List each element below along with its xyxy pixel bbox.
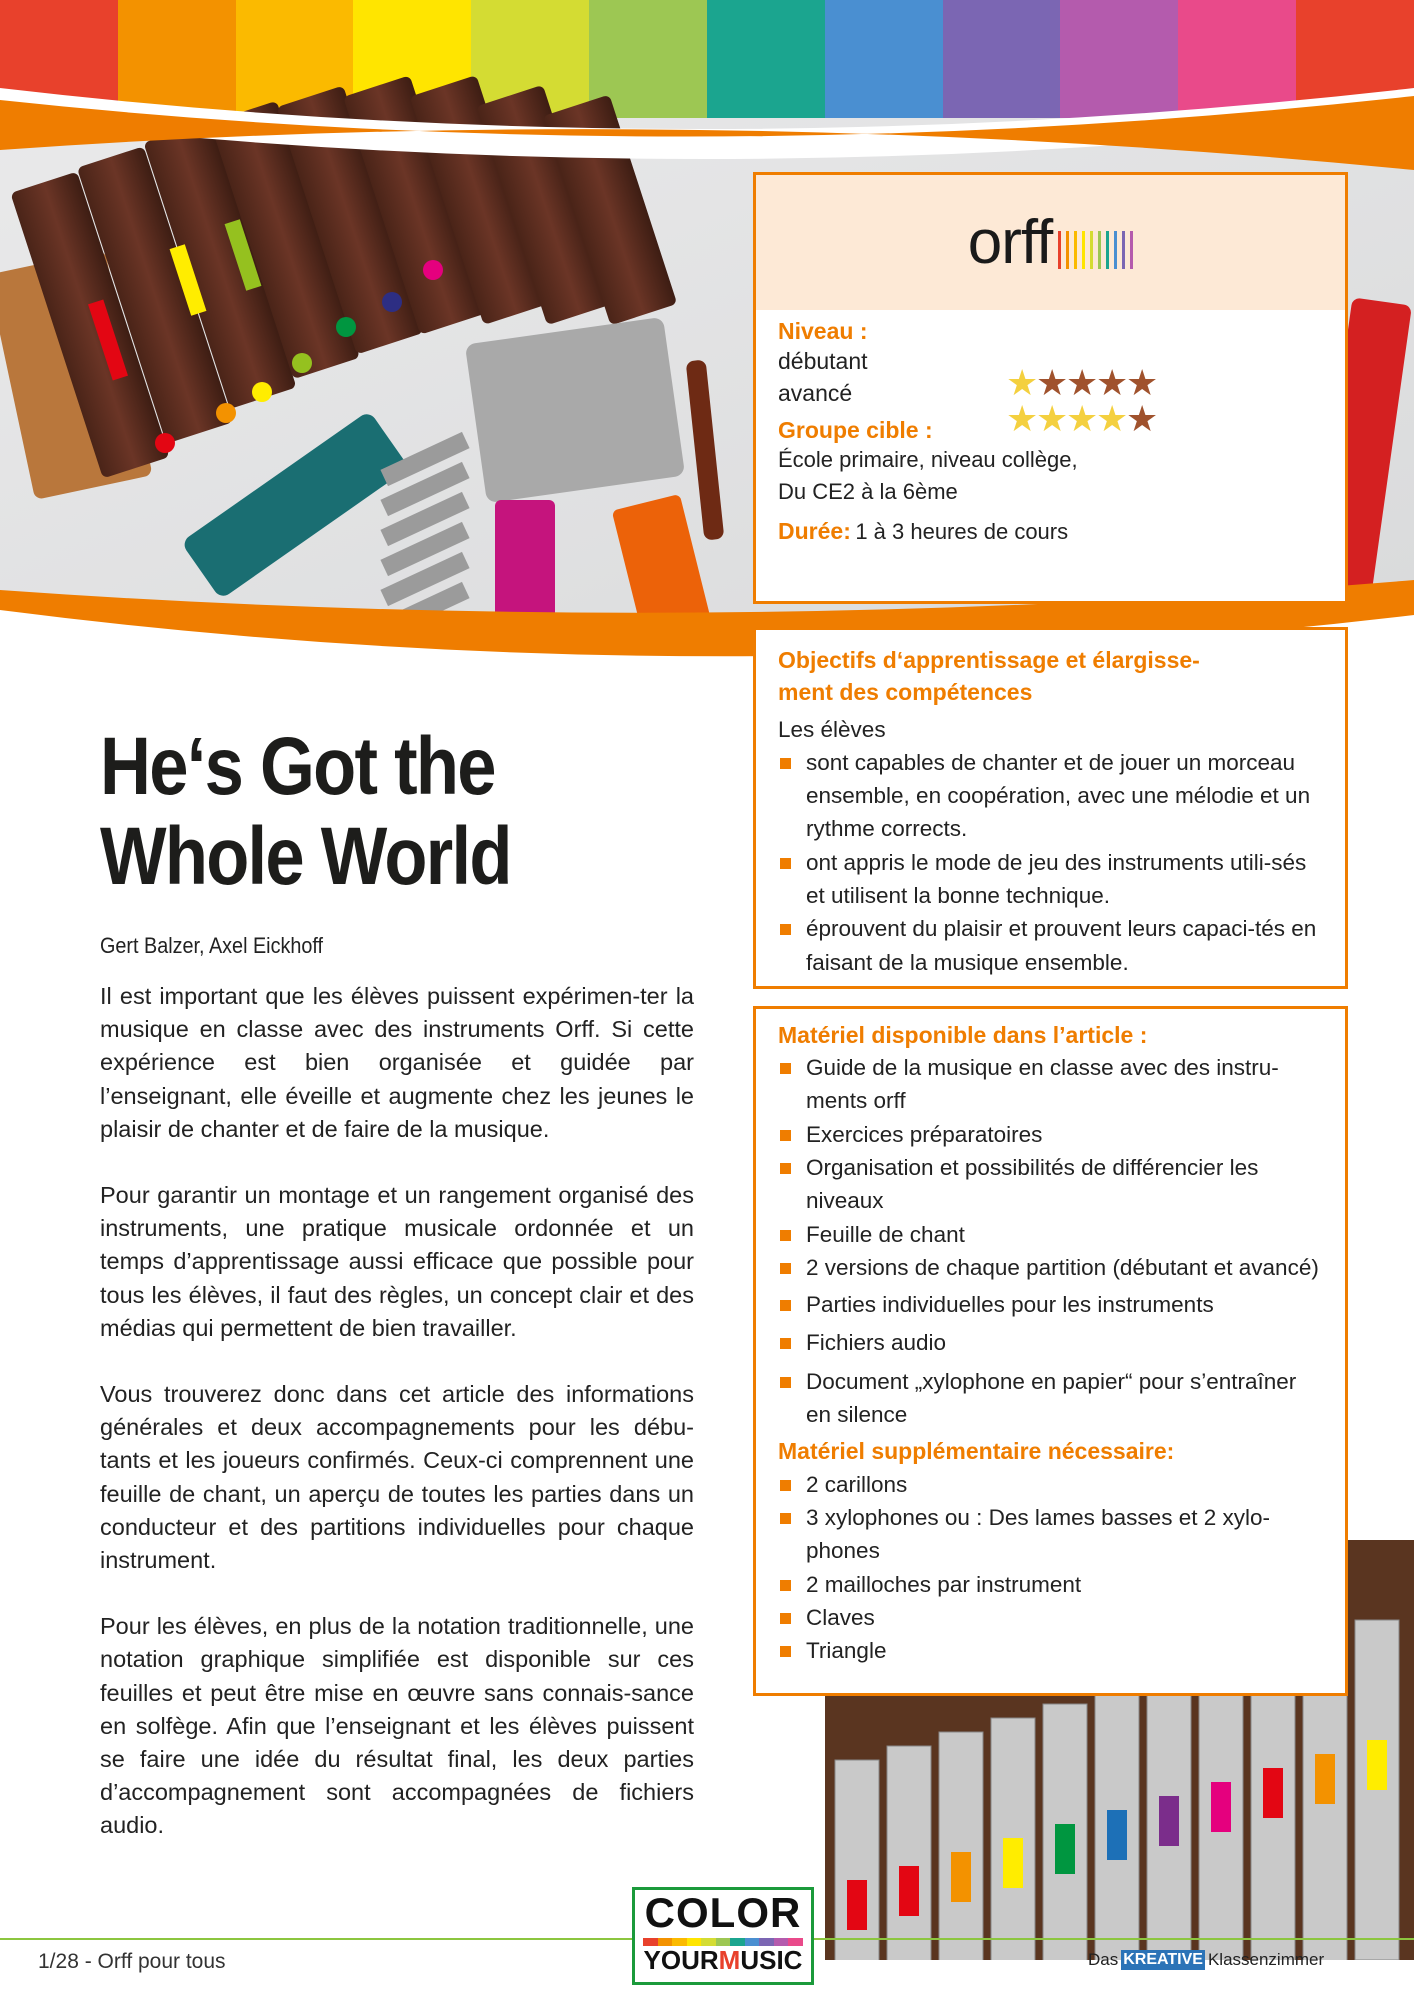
rating-avance [1006, 398, 1159, 439]
material-item: Parties individuelles pour les instruments [778, 1288, 1323, 1321]
logo-bar [1082, 231, 1085, 269]
logo-line-1: COLOR [644, 1889, 802, 1936]
groupe-label: Groupe cible : [778, 417, 933, 444]
metallophone-bar [887, 1746, 931, 1960]
publisher-kreative: KREATIVE [1123, 1951, 1203, 1968]
orff-logo-bars [1058, 231, 1133, 269]
logo-bar [1098, 231, 1101, 269]
info-box [753, 172, 1348, 604]
metallophone-color-label [1211, 1782, 1231, 1832]
objectives-heading-2: ment des compétences [778, 679, 1033, 706]
logo-bar [1122, 231, 1125, 269]
extra-material-item: 2 mailloches par instrument [778, 1568, 1323, 1601]
logo-bar [1130, 231, 1133, 269]
star-empty-icon: ★ [1096, 362, 1129, 403]
niveau-avance: avancé [778, 380, 853, 407]
star-filled-icon: ★ [1006, 398, 1039, 439]
logo-bar [1090, 231, 1093, 269]
rating-debutant [1006, 362, 1159, 403]
metallophone-color-label [951, 1852, 971, 1902]
duree-value: 1 à 3 heures de cours [855, 519, 1069, 545]
star-empty-icon: ★ [1036, 362, 1069, 403]
groupe-line-2: Du CE2 à la 6ème [778, 479, 958, 505]
metallophone-color-label [1367, 1740, 1387, 1790]
objectives-box [753, 627, 1348, 989]
star-filled-icon: ★ [1006, 362, 1039, 403]
material-item: 2 versions de chaque partition (débutant et avancé) [778, 1251, 1323, 1284]
materials-heading: Matériel disponible dans l’article : [778, 1022, 1148, 1048]
extra-materials-heading: Matériel supplémentaire nécessaire: [778, 1438, 1175, 1465]
material-item: Exercices préparatoires [778, 1118, 1323, 1151]
metallophone-color-label [1003, 1838, 1023, 1888]
groupe-line-1: École primaire, niveau collège, [778, 447, 1078, 473]
authors: Gert Balzer, Axel Eickhoff [100, 933, 324, 958]
level-rating [1006, 362, 1159, 439]
logo-bar [1074, 231, 1077, 269]
objectives-intro: Les élèves [778, 717, 886, 743]
materials-box [753, 1006, 1348, 1696]
star-filled-icon: ★ [1036, 398, 1069, 439]
page-title [100, 722, 616, 902]
metallophone-bar [939, 1732, 983, 1960]
paragraph: Pour les élèves, en plus de la notation traditionnelle, une notation graphique simplifiée est disponible sur ces feuilles et peut être mise en œuvre sans connais-sance en solfège. Afin que l’enseignant et les élèves puissent se faire une idée du résultat final, les deux parties d’accompagnement sont accompagnées de fichiers audio. [100, 1613, 694, 1839]
logo-bar [1066, 231, 1069, 269]
logo-bar [1058, 231, 1061, 269]
star-empty-icon: ★ [1126, 362, 1159, 403]
objective-item: ont appris le mode de jeu des instruments utili-sés et utilisent la bonne technique. [778, 846, 1323, 913]
star-filled-icon: ★ [1066, 398, 1099, 439]
extra-material-item: Claves [778, 1601, 1323, 1634]
article-body [100, 980, 694, 1876]
objective-item: éprouvent du plaisir et prouvent leurs capaci-tés en faisant de la musique ensemble. [778, 912, 1323, 979]
title-line-2: Whole World [100, 811, 511, 902]
extra-material-item: 2 carillons [778, 1468, 1323, 1501]
material-item: Feuille de chant [778, 1218, 1323, 1251]
duree-label: Durée: [778, 518, 851, 545]
metallophone-color-label [1055, 1824, 1075, 1874]
material-item: Document „xylophone en papier“ pour s’entraîner en silence [778, 1365, 1323, 1432]
metallophone-color-label [847, 1880, 867, 1930]
metallophone-color-label [1315, 1754, 1335, 1804]
star-empty-icon: ★ [1066, 362, 1099, 403]
orff-logo-word: orff [967, 208, 1053, 277]
logo-bar [1106, 231, 1109, 269]
metallophone-color-label [1107, 1810, 1127, 1860]
logo-line-2: YOURMUSIC [643, 1945, 803, 1975]
publisher-logo [1088, 1950, 1324, 1970]
color-your-music-logo [632, 1887, 814, 1985]
niveau-label: Niveau : [778, 318, 868, 344]
metallophone-color-label [1159, 1796, 1179, 1846]
objective-item: sont capables de chanter et de jouer un morceau ensemble, en coopération, avec une mélodie et un rythme corrects. [778, 746, 1323, 846]
paragraph: Pour garantir un montage et un rangement organisé des instruments, une pratique musicale ordonnée et un temps d’apprentissage aussi efficace que possible pour tous les élèves, il faut des règles, un concept clair et des médias qui permettent de bien travailler. [100, 1182, 694, 1341]
metallophone-color-label [1263, 1768, 1283, 1818]
page-number: 1/28 - Orff pour tous [38, 1950, 226, 1973]
paragraph: Vous trouverez donc dans cet article des informations générales et deux accompagnements pour les débu-tants et les joueurs confirmés. Ceux-ci comprennent une feuille de chant, un aperçu de toutes les parties dans un conducteur et des partitions individuelles pour chaque instrument. [100, 1381, 694, 1574]
objectives-heading-1: Objectifs d‘apprentissage et élargisse- [778, 647, 1200, 673]
extra-material-item: Triangle [778, 1634, 1323, 1667]
publisher-das: Das [1088, 1950, 1119, 1969]
niveau-debutant: débutant [778, 348, 868, 374]
paragraph: Il est important que les élèves puissent expérimen-ter la musique en classe avec des instruments Orff. Si cette expérience est bien organisée et guidée par l’enseignant, elle éveille et augmente chez les jeunes le plaisir de chanter et de faire de la musique. [100, 983, 694, 1142]
material-item: Organisation et possibilités de différencier les niveaux [778, 1151, 1323, 1218]
material-item: Guide de la musique en classe avec des instru-ments orff [778, 1051, 1323, 1118]
star-filled-icon: ★ [1096, 398, 1129, 439]
title-line-1: He‘s Got the [100, 721, 495, 812]
material-item: Fichiers audio [778, 1326, 1323, 1359]
logo-bar [1114, 231, 1117, 269]
extra-material-item: 3 xylophones ou : Des lames basses et 2 xylo-phones [778, 1501, 1323, 1568]
orff-logo [756, 175, 1345, 310]
publisher-rest: Klassenzimmer [1207, 1950, 1325, 1969]
metallophone-color-label [899, 1866, 919, 1916]
star-empty-icon: ★ [1126, 398, 1159, 439]
